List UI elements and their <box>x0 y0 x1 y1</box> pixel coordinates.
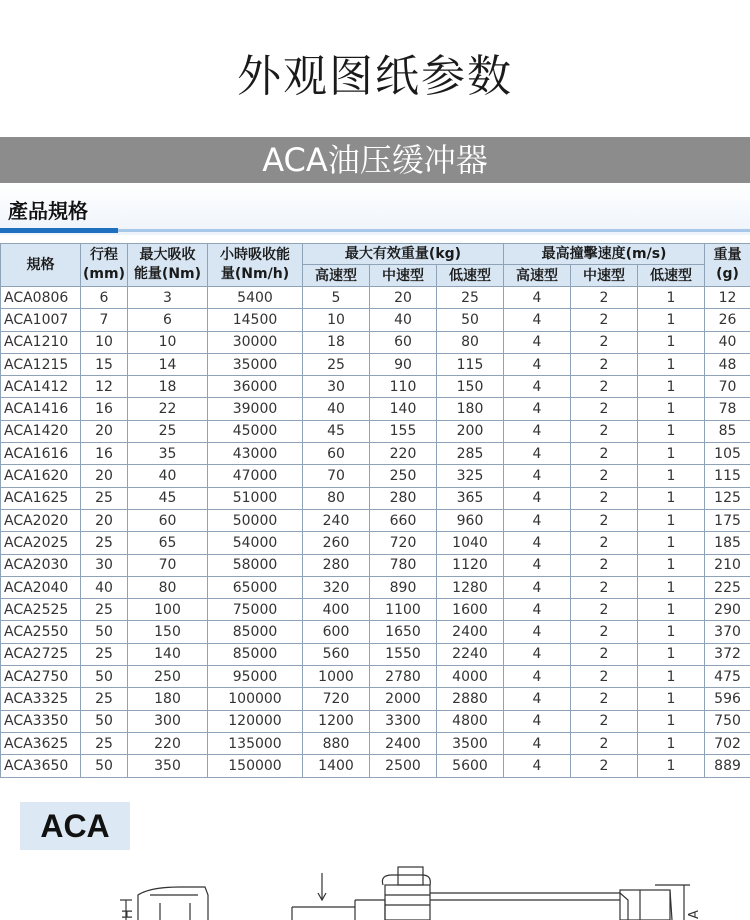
table-cell: 350 <box>128 755 208 777</box>
table-cell: 4 <box>504 509 571 531</box>
table-cell: 140 <box>370 398 437 420</box>
table-cell: 1 <box>638 599 705 621</box>
table-cell: 4000 <box>437 666 504 688</box>
table-cell: 4 <box>504 376 571 398</box>
table-cell: 45 <box>128 487 208 509</box>
table-row <box>1 755 750 777</box>
table-cell: 240 <box>303 509 370 531</box>
header-model: 規格 <box>1 244 81 287</box>
table-cell: 2 <box>571 376 638 398</box>
table-cell: 2 <box>571 420 638 442</box>
table-cell: 40 <box>370 309 437 331</box>
header-hourly-absorption-line2: 量(Nm/h) <box>220 266 290 282</box>
table-cell: 2 <box>571 331 638 353</box>
header-max-speed: 最高撞擊速度(m/s) <box>504 244 705 265</box>
table-row <box>1 532 750 554</box>
table-cell: 4 <box>504 643 571 665</box>
table-cell: 3 <box>128 287 208 309</box>
table-cell: 1200 <box>303 710 370 732</box>
model-cell: ACA1412 <box>1 376 81 398</box>
table-cell: 260 <box>303 532 370 554</box>
model-cell: ACA1620 <box>1 465 81 487</box>
page-title: 外观图纸参数 <box>237 51 513 102</box>
table-cell: 85000 <box>208 643 303 665</box>
table-cell: 2 <box>571 509 638 531</box>
header-weight-low: 低速型 <box>437 265 504 287</box>
table-row <box>1 287 750 309</box>
table-cell: 155 <box>370 420 437 442</box>
table-cell: 60 <box>303 443 370 465</box>
table-cell: 1 <box>638 643 705 665</box>
table-cell: 51000 <box>208 487 303 509</box>
table-row <box>1 688 750 710</box>
table-cell: 2 <box>571 732 638 754</box>
table-row <box>1 710 750 732</box>
table-cell: 80 <box>437 331 504 353</box>
table-cell: 5600 <box>437 755 504 777</box>
table-cell: 1000 <box>303 666 370 688</box>
table-cell: 40 <box>303 398 370 420</box>
table-cell: 1040 <box>437 532 504 554</box>
table-cell: 1 <box>638 287 705 309</box>
table-cell: 225 <box>705 576 750 598</box>
header-stroke-unit: (mm) <box>83 266 125 282</box>
table-cell: 2 <box>571 666 638 688</box>
table-cell: 115 <box>705 465 750 487</box>
table-cell: 50 <box>81 710 128 732</box>
table-cell: 26 <box>705 309 750 331</box>
table-cell: 6 <box>128 309 208 331</box>
table-cell: 45000 <box>208 420 303 442</box>
table-cell: 1 <box>638 331 705 353</box>
table-cell: 1 <box>638 532 705 554</box>
table-cell: 4 <box>504 420 571 442</box>
table-cell: 2 <box>571 465 638 487</box>
table-row <box>1 309 750 331</box>
header-max-absorption-line2: 能量(Nm) <box>133 266 202 282</box>
header-weight <box>705 244 750 287</box>
table-cell: 4 <box>504 487 571 509</box>
table-cell: 25 <box>81 532 128 554</box>
header-max-absorption <box>128 244 208 287</box>
table-cell: 48 <box>705 353 750 375</box>
table-cell: 4 <box>504 710 571 732</box>
table-cell: 750 <box>705 710 750 732</box>
table-cell: 1 <box>638 755 705 777</box>
table-cell: 45 <box>303 420 370 442</box>
table-cell: 65000 <box>208 576 303 598</box>
table-cell: 6 <box>81 287 128 309</box>
header-speed-low: 低速型 <box>638 265 705 287</box>
table-cell: 4 <box>504 331 571 353</box>
table-cell: 2 <box>571 398 638 420</box>
table-cell: 475 <box>705 666 750 688</box>
model-cell: ACA1625 <box>1 487 81 509</box>
table-cell: 2400 <box>437 621 504 643</box>
table-row <box>1 621 750 643</box>
table-cell: 40 <box>81 576 128 598</box>
table-cell: 325 <box>437 465 504 487</box>
table-cell: 43000 <box>208 443 303 465</box>
table-cell: 25 <box>81 643 128 665</box>
table-cell: 2 <box>571 643 638 665</box>
table-cell: 2500 <box>370 755 437 777</box>
table-cell: 10 <box>128 331 208 353</box>
model-cell: ACA1420 <box>1 420 81 442</box>
model-cell: ACA0806 <box>1 287 81 309</box>
table-cell: 12 <box>81 376 128 398</box>
table-cell: 54000 <box>208 532 303 554</box>
table-cell: 25 <box>303 353 370 375</box>
table-row <box>1 376 750 398</box>
table-cell: 1 <box>638 710 705 732</box>
table-cell: 1600 <box>437 599 504 621</box>
drawing-label: ACA <box>20 802 130 850</box>
model-cell: ACA2040 <box>1 576 81 598</box>
table-cell: 285 <box>437 443 504 465</box>
model-cell: ACA3625 <box>1 732 81 754</box>
table-cell: 180 <box>128 688 208 710</box>
table-cell: 25 <box>81 688 128 710</box>
table-cell: 36000 <box>208 376 303 398</box>
model-cell: ACA2030 <box>1 554 81 576</box>
table-cell: 4 <box>504 465 571 487</box>
table-cell: 120000 <box>208 710 303 732</box>
table-cell: 100 <box>128 599 208 621</box>
table-cell: 702 <box>705 732 750 754</box>
model-cell: ACA2525 <box>1 599 81 621</box>
table-cell: 105 <box>705 443 750 465</box>
table-cell: 4 <box>504 398 571 420</box>
table-cell: 660 <box>370 509 437 531</box>
table-cell: 210 <box>705 554 750 576</box>
table-cell: 150000 <box>208 755 303 777</box>
header-stroke <box>81 244 128 287</box>
table-cell: 30 <box>303 376 370 398</box>
header-weight-high: 高速型 <box>303 265 370 287</box>
table-cell: 1 <box>638 666 705 688</box>
table-cell: 1550 <box>370 643 437 665</box>
table-cell: 70 <box>705 376 750 398</box>
table-cell: 280 <box>370 487 437 509</box>
table-cell: 50 <box>81 666 128 688</box>
table-cell: 400 <box>303 599 370 621</box>
table-cell: 35 <box>128 443 208 465</box>
table-row <box>1 420 750 442</box>
table-cell: 2 <box>571 353 638 375</box>
table-cell: 1 <box>638 509 705 531</box>
table-cell: 2 <box>571 487 638 509</box>
header-max-absorption-line1: 最大吸收 <box>139 247 196 263</box>
table-cell: 4 <box>504 666 571 688</box>
table-cell: 220 <box>370 443 437 465</box>
table-cell: 180 <box>437 398 504 420</box>
table-cell: 18 <box>303 331 370 353</box>
table-cell: 22 <box>128 398 208 420</box>
table-cell: 1400 <box>303 755 370 777</box>
technical-drawing <box>0 855 750 920</box>
header-speed-high: 高速型 <box>504 265 571 287</box>
table-row <box>1 643 750 665</box>
table-cell: 889 <box>705 755 750 777</box>
table-cell: 1650 <box>370 621 437 643</box>
table-cell: 39000 <box>208 398 303 420</box>
table-cell: 960 <box>437 509 504 531</box>
table-cell: 2 <box>571 532 638 554</box>
model-cell: ACA2725 <box>1 643 81 665</box>
table-cell: 115 <box>437 353 504 375</box>
table-cell: 200 <box>437 420 504 442</box>
table-row <box>1 599 750 621</box>
table-cell: 35000 <box>208 353 303 375</box>
table-cell: 30 <box>81 554 128 576</box>
header-speed-mid: 中速型 <box>571 265 638 287</box>
table-cell: 880 <box>303 732 370 754</box>
table-cell: 7 <box>81 309 128 331</box>
table-cell: 4 <box>504 576 571 598</box>
table-row <box>1 353 750 375</box>
table-cell: 1 <box>638 420 705 442</box>
table-cell: 20 <box>81 509 128 531</box>
model-cell: ACA2020 <box>1 509 81 531</box>
table-row <box>1 554 750 576</box>
table-cell: 370 <box>705 621 750 643</box>
table-cell: 365 <box>437 487 504 509</box>
table-cell: 1 <box>638 554 705 576</box>
model-cell: ACA3325 <box>1 688 81 710</box>
dim-label-right: A <box>687 910 702 919</box>
table-cell: 250 <box>128 666 208 688</box>
header-weight-unit: (g) <box>716 266 739 282</box>
table-cell: 1 <box>638 398 705 420</box>
table-row <box>1 509 750 531</box>
table-cell: 1 <box>638 688 705 710</box>
table-row <box>1 331 750 353</box>
table-cell: 5 <box>303 287 370 309</box>
table-cell: 70 <box>303 465 370 487</box>
table-cell: 220 <box>128 732 208 754</box>
table-cell: 60 <box>128 509 208 531</box>
table-cell: 15 <box>81 353 128 375</box>
table-cell: 25 <box>437 287 504 309</box>
header-hourly-absorption <box>208 244 303 287</box>
table-cell: 4 <box>504 554 571 576</box>
table-cell: 2780 <box>370 666 437 688</box>
table-cell: 2000 <box>370 688 437 710</box>
table-row <box>1 398 750 420</box>
model-cell: ACA1210 <box>1 331 81 353</box>
table-cell: 2 <box>571 309 638 331</box>
table-cell: 100000 <box>208 688 303 710</box>
product-banner: ACA油压缓冲器 <box>0 137 750 183</box>
table-cell: 25 <box>81 732 128 754</box>
table-cell: 280 <box>303 554 370 576</box>
table-cell: 2400 <box>370 732 437 754</box>
table-cell: 4800 <box>437 710 504 732</box>
table-cell: 3300 <box>370 710 437 732</box>
table-cell: 1 <box>638 309 705 331</box>
table-cell: 2 <box>571 755 638 777</box>
table-cell: 5400 <box>208 287 303 309</box>
table-cell: 90 <box>370 353 437 375</box>
table-cell: 4 <box>504 621 571 643</box>
table-cell: 720 <box>303 688 370 710</box>
model-cell: ACA2025 <box>1 532 81 554</box>
table-cell: 1 <box>638 576 705 598</box>
table-cell: 20 <box>81 420 128 442</box>
model-cell: ACA1616 <box>1 443 81 465</box>
table-cell: 150 <box>128 621 208 643</box>
model-cell: ACA3350 <box>1 710 81 732</box>
table-cell: 40 <box>705 331 750 353</box>
table-cell: 18 <box>128 376 208 398</box>
table-cell: 300 <box>128 710 208 732</box>
table-cell: 1 <box>638 443 705 465</box>
table-cell: 1 <box>638 621 705 643</box>
table-cell: 16 <box>81 443 128 465</box>
table-cell: 1280 <box>437 576 504 598</box>
model-cell: ACA1416 <box>1 398 81 420</box>
table-cell: 4 <box>504 443 571 465</box>
table-cell: 4 <box>504 599 571 621</box>
table-cell: 600 <box>303 621 370 643</box>
table-cell: 25 <box>128 420 208 442</box>
header-effective-weight: 最大有效重量(kg) <box>303 244 504 265</box>
table-cell: 25 <box>81 599 128 621</box>
table-cell: 125 <box>705 487 750 509</box>
table-cell: 4 <box>504 688 571 710</box>
table-cell: 80 <box>128 576 208 598</box>
table-cell: 50000 <box>208 509 303 531</box>
table-cell: 320 <box>303 576 370 598</box>
table-cell: 30000 <box>208 331 303 353</box>
table-cell: 185 <box>705 532 750 554</box>
table-row <box>1 443 750 465</box>
table-cell: 2 <box>571 621 638 643</box>
table-cell: 2 <box>571 287 638 309</box>
table-cell: 50 <box>81 755 128 777</box>
table-cell: 4 <box>504 532 571 554</box>
table-cell: 95000 <box>208 666 303 688</box>
table-cell: 372 <box>705 643 750 665</box>
table-cell: 290 <box>705 599 750 621</box>
table-cell: 2 <box>571 443 638 465</box>
table-cell: 2880 <box>437 688 504 710</box>
table-cell: 1 <box>638 487 705 509</box>
table-cell: 2 <box>571 576 638 598</box>
table-cell: 4 <box>504 353 571 375</box>
table-cell: 596 <box>705 688 750 710</box>
model-cell: ACA2550 <box>1 621 81 643</box>
table-cell: 50 <box>437 309 504 331</box>
model-cell: ACA1007 <box>1 309 81 331</box>
table-cell: 85000 <box>208 621 303 643</box>
table-cell: 135000 <box>208 732 303 754</box>
table-cell: 10 <box>81 331 128 353</box>
table-cell: 1 <box>638 353 705 375</box>
table-cell: 75000 <box>208 599 303 621</box>
table-cell: 60 <box>370 331 437 353</box>
spec-table <box>0 243 750 778</box>
table-cell: 40 <box>128 465 208 487</box>
table-cell: 2 <box>571 599 638 621</box>
table-cell: 16 <box>81 398 128 420</box>
table-cell: 4 <box>504 287 571 309</box>
header-stroke-label: 行程 <box>90 247 118 263</box>
table-cell: 4 <box>504 732 571 754</box>
table-cell: 14 <box>128 353 208 375</box>
table-row <box>1 666 750 688</box>
spec-table-body <box>1 287 750 778</box>
table-cell: 4 <box>504 309 571 331</box>
table-cell: 3500 <box>437 732 504 754</box>
table-cell: 70 <box>128 554 208 576</box>
table-cell: 50 <box>81 621 128 643</box>
header-weight-mid: 中速型 <box>370 265 437 287</box>
table-cell: 58000 <box>208 554 303 576</box>
table-cell: 47000 <box>208 465 303 487</box>
table-cell: 1 <box>638 465 705 487</box>
table-cell: 2 <box>571 554 638 576</box>
table-cell: 560 <box>303 643 370 665</box>
table-cell: 2 <box>571 688 638 710</box>
header-hourly-absorption-line1: 小時吸收能 <box>220 247 290 263</box>
table-row <box>1 576 750 598</box>
table-cell: 20 <box>81 465 128 487</box>
model-cell: ACA2750 <box>1 666 81 688</box>
table-cell: 4 <box>504 755 571 777</box>
table-cell: 78 <box>705 398 750 420</box>
table-cell: 250 <box>370 465 437 487</box>
table-cell: 110 <box>370 376 437 398</box>
table-row <box>1 732 750 754</box>
section-divider-accent <box>0 228 118 233</box>
table-cell: 150 <box>437 376 504 398</box>
table-cell: 25 <box>81 487 128 509</box>
table-cell: 1100 <box>370 599 437 621</box>
table-cell: 1 <box>638 376 705 398</box>
table-row <box>1 465 750 487</box>
table-cell: 10 <box>303 309 370 331</box>
table-cell: 1120 <box>437 554 504 576</box>
table-row <box>1 487 750 509</box>
table-cell: 12 <box>705 287 750 309</box>
model-cell: ACA1215 <box>1 353 81 375</box>
table-cell: 14500 <box>208 309 303 331</box>
table-cell: 890 <box>370 576 437 598</box>
table-cell: 80 <box>303 487 370 509</box>
table-cell: 85 <box>705 420 750 442</box>
model-cell: ACA3650 <box>1 755 81 777</box>
table-cell: 1 <box>638 732 705 754</box>
table-cell: 2 <box>571 710 638 732</box>
table-cell: 65 <box>128 532 208 554</box>
spec-section-title: 產品規格 <box>8 199 88 223</box>
dim-label-left: H <box>121 909 136 919</box>
header-weight-label: 重量 <box>713 247 742 263</box>
spec-section-header <box>0 183 750 235</box>
table-cell: 2240 <box>437 643 504 665</box>
table-cell: 780 <box>370 554 437 576</box>
table-cell: 20 <box>370 287 437 309</box>
table-cell: 175 <box>705 509 750 531</box>
table-cell: 140 <box>128 643 208 665</box>
table-cell: 720 <box>370 532 437 554</box>
